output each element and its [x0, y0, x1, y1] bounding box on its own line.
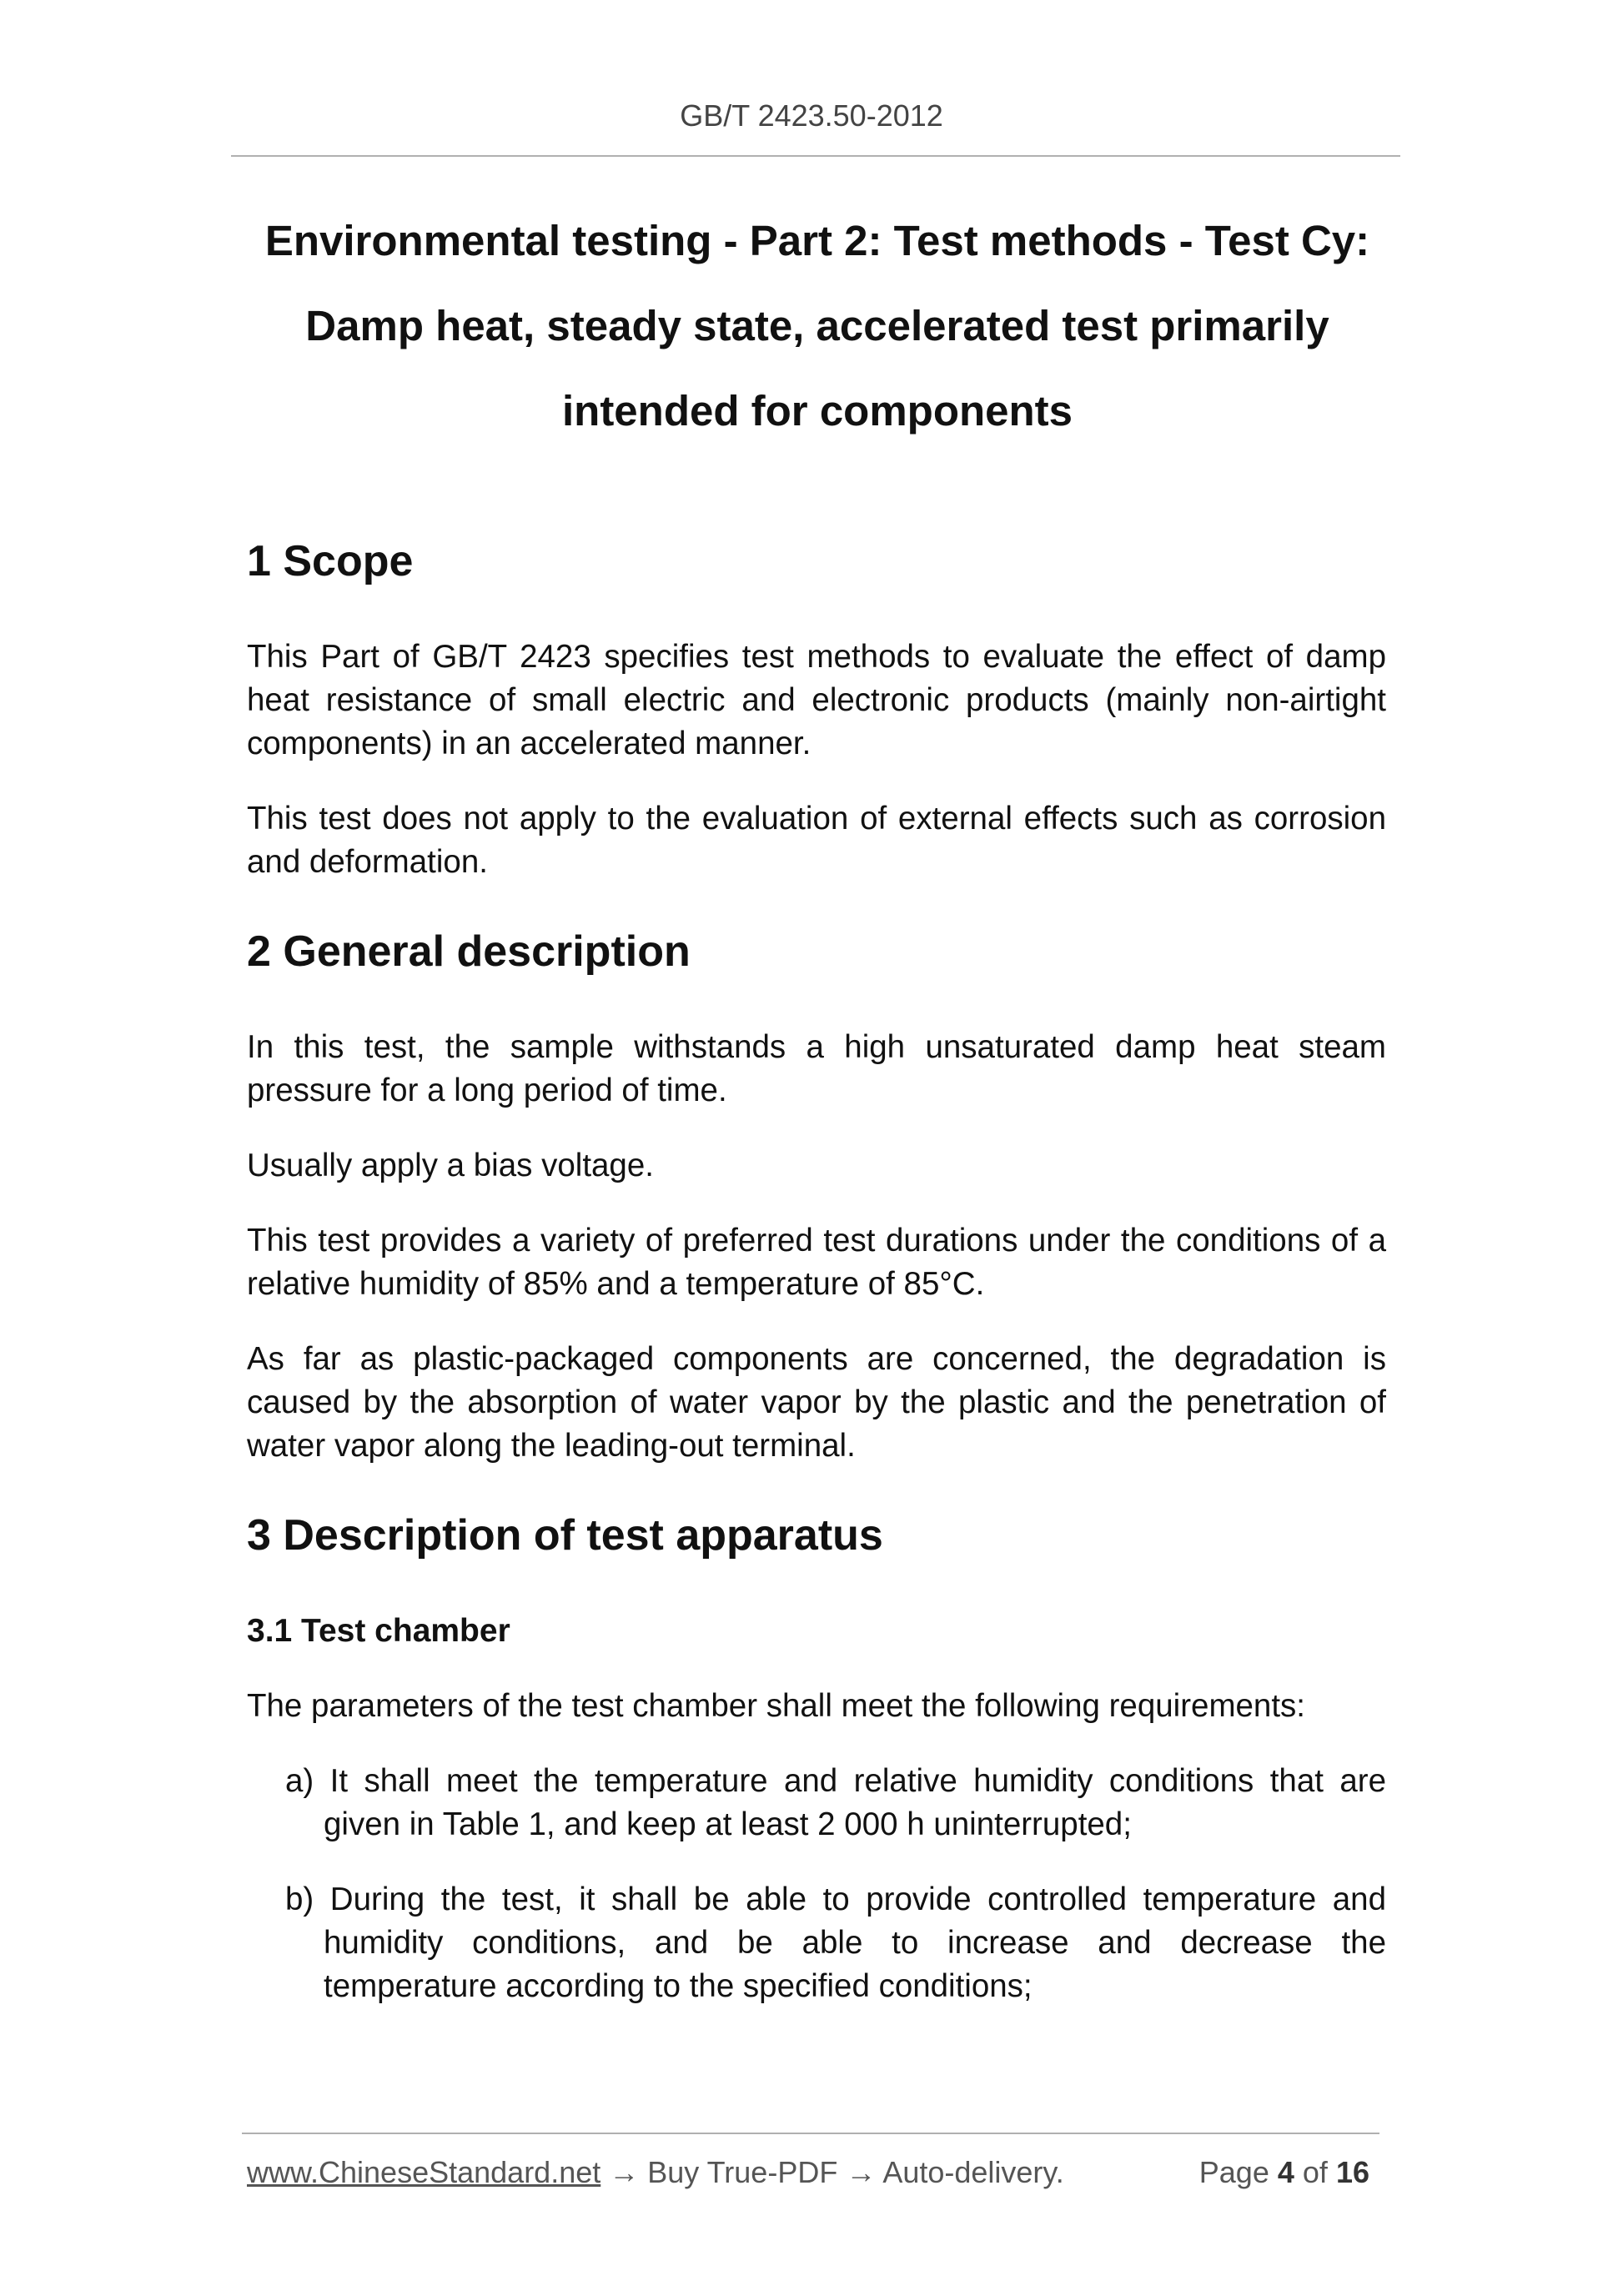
title-line: intended for components [562, 387, 1073, 435]
paragraph: This Part of GB/T 2423 specifies test methods to evaluate the effect of damp heat resistance of small electric and electronic products (mainly non-airtight components) in an accelerated manner. [247, 639, 1386, 761]
section-test-apparatus [247, 1508, 1386, 2008]
of-label: of [1302, 2155, 1328, 2189]
subsection-heading: 3.1 Test chamber [247, 1613, 510, 1649]
section-heading: 1 Scope [247, 537, 414, 585]
paragraph: The parameters of the test chamber shall meet the following requirements: [247, 1688, 1305, 1724]
header-doc-code: GB/T 2423.50-2012 [680, 98, 943, 133]
page-footer [247, 2153, 1381, 2192]
page-indicator [1199, 2153, 1369, 2192]
paragraph: As far as plastic-packaged components are concerned, the degradation is caused by the absorption of water vapor by the plastic and the penetration of water vapor along the leading-out terminal. [247, 1341, 1386, 1464]
paragraph: Usually apply a bias voltage. [247, 1148, 654, 1183]
paragraph: This test provides a variety of preferred test durations under the conditions of a relative humidity of 85% and a temperature of 85°C. [247, 1223, 1386, 1302]
website-link[interactable]: www.ChineseStandard.net [247, 2155, 601, 2189]
document-body [247, 534, 1386, 2040]
list-item: a) It shall meet the temperature and relative humidity conditions that are given in Table 1, and keep at least 2 000 h uninterrupted; [285, 1763, 1386, 1842]
title-line: Damp heat, steady state, accelerated test primarily [305, 302, 1329, 349]
section-scope [247, 534, 1386, 884]
list-item: b) During the test, it shall be able to provide controlled temperature and humidity conditions, and be able to increase and decrease the temperature according to the specified conditions; [285, 1882, 1386, 2004]
page-number: 4 [1277, 2155, 1294, 2189]
paragraph: This test does not apply to the evaluation of external effects such as corrosion and deformation. [247, 801, 1386, 880]
title-line: Environmental testing - Part 2: Test methods - Test Cy: [264, 217, 1370, 264]
section-heading: 2 General description [247, 927, 691, 976]
document-title [242, 198, 1393, 454]
requirements-list [247, 1760, 1386, 2008]
section-heading: 3 Description of test apparatus [247, 1511, 883, 1560]
page-label: Page [1198, 2155, 1269, 2189]
footer-text: → Buy True-PDF → Auto-delivery. [600, 2155, 1064, 2189]
total-pages: 16 [1335, 2155, 1369, 2189]
footer-divider [242, 2133, 1379, 2134]
section-general-description [247, 924, 1386, 1468]
paragraph: In this test, the sample withstands a high unsaturated damp heat steam pressure for a long period of time. [247, 1029, 1386, 1108]
header-divider [231, 155, 1400, 157]
